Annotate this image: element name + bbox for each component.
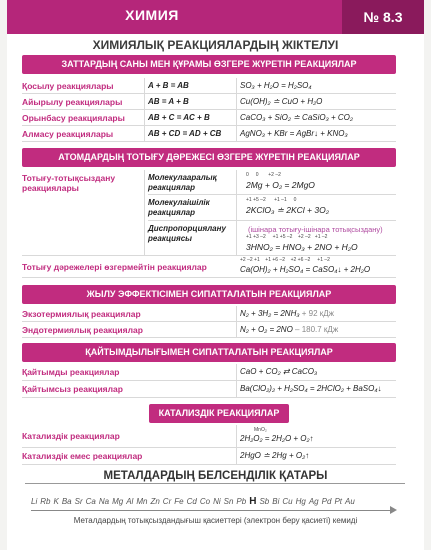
header-bar	[7, 0, 424, 34]
metal-symbol: Mn	[136, 497, 148, 506]
row-label: Қосылу реакциялары	[22, 81, 114, 91]
table-row	[22, 78, 396, 94]
metal-symbol: Ag	[308, 497, 319, 506]
metal-symbol: Cu	[282, 497, 293, 506]
row-label: Қайтымды реакциялар	[22, 367, 120, 377]
metal-symbol: Ni	[213, 497, 221, 506]
activity-series	[31, 496, 358, 507]
arrow-right-icon	[390, 506, 397, 514]
sub-note: (ішінара тотығу-ішінара тотықсыздану)	[248, 225, 383, 234]
ox-states: +2 –2 +1 +1 +6 –2 +2 +6 –2 +1 –2	[240, 257, 330, 263]
sub-equation: 2KClO₃ ≐ 2KCl + 3O₂	[246, 205, 329, 215]
metal-symbol: Cd	[186, 497, 197, 506]
metal-symbol: Na	[98, 497, 110, 506]
sub-equation: 3HNO₂ = HNO₃ + 2NO + H₂O	[246, 242, 358, 252]
page	[7, 0, 424, 550]
table-row	[22, 110, 396, 126]
metal-symbol: Li	[31, 497, 38, 506]
row-scheme: A + B = AB	[148, 81, 189, 90]
metal-symbol: Au	[345, 497, 355, 506]
section-band-reversibility: ҚАЙТЫМДЫЛЫҒЫМЕН СИПАТТАЛАТЫН РЕАКЦИЯЛАР	[22, 343, 396, 362]
metal-symbol: Sn	[223, 497, 234, 506]
sub-type: Молекулааралық реакциялар	[148, 173, 217, 192]
column-divider	[236, 78, 237, 142]
column-divider	[236, 306, 237, 338]
section-band-composition: ЗАТТАРДЫҢ САНЫ МЕН ҚҰРАМЫ ӨЗГЕРЕ ЖҮРЕТІН РЕАКЦИЯЛАР	[22, 55, 396, 74]
metal-symbol: Bi	[272, 497, 280, 506]
row-scheme: AB = A + B	[148, 97, 189, 106]
row-label: Тотығу-тотықсыздану реакциялары	[22, 173, 116, 193]
row-equation: Ca(OH)₂ + H₂SO₄ = CaSO₄↓ + 2H₂O	[240, 265, 371, 274]
row-label: Орынбасу реакциялары	[22, 113, 125, 123]
activity-series-title: МЕТАЛДАРДЫҢ БЕЛСЕНДІЛІК ҚАТАРЫ	[103, 470, 328, 482]
page-title: ХИМИЯЛЫҚ РЕАКЦИЯЛАРДЫҢ ЖІКТЕЛУІ	[92, 38, 339, 52]
metal-symbol: Al	[126, 497, 134, 506]
activity-series-rule	[25, 483, 405, 484]
table-row	[22, 448, 396, 465]
metal-symbol: Fe	[174, 497, 184, 506]
metal-symbol: Ba	[61, 497, 72, 506]
metal-symbol: Hg	[295, 497, 306, 506]
redox-block: Тотығу-тотықсыздану реакциялары Молекулааралық реакциялар 0 0 +2 –2 2Mg + O₂ = 2MgO Молекулаішілік реакциялар +1 +5 –2 +1 –1 0 2KClO₃ ≐ 2KCl + 3O₂ Диспропорциялану реакциясы (ішінара тотығу-ішінара тотықсыздану) +1 +3 –2 +1 +5 –2 +2 –2 +1 –2 3HNO₂ = HNO₃ + 2NO + H₂O	[22, 170, 396, 256]
table-row	[22, 381, 396, 398]
column-divider	[144, 170, 145, 256]
metal-symbol: Sb	[259, 497, 270, 506]
row-equation: 2H₂O₂ = 2H₂O + O₂↑	[240, 434, 314, 443]
table-row	[22, 425, 396, 448]
metal-symbol: Cr	[162, 497, 172, 506]
metal-symbol: Co	[199, 497, 211, 506]
metal-symbol: Ca	[85, 497, 96, 506]
column-divider	[236, 364, 237, 398]
metal-symbol: Mg	[112, 497, 124, 506]
sub-type: Молекулаішілік реакциялар	[148, 198, 210, 217]
row-label: Катализдік емес реакциялар	[22, 451, 143, 461]
metal-symbol: Zn	[150, 497, 160, 506]
row-equation: CaCO₃ + SiO₂ ≐ CaSiO₃ + CO₂	[240, 113, 353, 122]
section-band-thermal: ЖЫЛУ ЭФФЕКТІСІМЕН СИПАТТАЛАТЫН РЕАКЦИЯЛАР	[22, 285, 396, 304]
activity-series-caption: Металдардың тотықсыздандығыш қасиеттері (электрон беру қасиеті) кемиді	[73, 516, 358, 525]
divider	[148, 220, 396, 221]
column-divider	[236, 425, 237, 465]
table-row	[22, 126, 396, 142]
metal-symbol: K	[53, 497, 59, 506]
row-equation: 2HgO ≐ 2Hg + O₂↑	[240, 451, 310, 460]
catalyst-label: MnO₂	[254, 427, 267, 433]
row-equation: Ba(ClO₂)₂ + H₂SO₄ = 2HClO₂ + BaSO₄↓	[240, 384, 382, 393]
section-band-oxidation: АТОМДАРДЫҢ ТОТЫҒУ ДӘРЕЖЕСІ ӨЗГЕРЕ ЖҮРЕТІН РЕАКЦИЯЛАР	[22, 148, 396, 167]
sub-type: Диспропорциялану реакциясы	[148, 224, 226, 243]
metal-symbol: Pd	[321, 497, 332, 506]
metal-symbol: Pb	[236, 497, 247, 506]
row-equation: N₂ + 3H₂ = 2NH₃ + 92 кДж	[240, 309, 335, 318]
table-row	[22, 94, 396, 110]
subject-title: ХИМИЯ	[125, 7, 179, 23]
row-equation: SO₃ + H₂O = H₂SO₄	[240, 81, 312, 90]
row-label: Айырылу реакциялары	[22, 97, 123, 107]
row-label: Катализдік реакциялар	[22, 431, 120, 441]
row-equation: AgNO₃ + KBr = AgBr↓ + KNO₃	[240, 129, 348, 138]
metal-symbol: Sr	[74, 497, 83, 506]
row-scheme: AB + CD = AD + CB	[148, 129, 222, 138]
sheet-number: № 8.3	[342, 0, 424, 34]
row-label: Экзотермиялық реакциялар	[22, 309, 141, 319]
row-label: Қайтымсыз реакциялар	[22, 384, 123, 394]
row-label: Тотығу дәрежелері өзгермейтін реакциялар	[22, 262, 207, 272]
metal-symbol: Pt	[334, 497, 342, 506]
row-label: Эндотермиялық реакциялар	[22, 325, 143, 335]
metal-symbol: Rb	[40, 497, 51, 506]
row-scheme: AB + C = AC + B	[148, 113, 210, 122]
section-band-catalytic: КАТАЛИЗДІК РЕАКЦИЯЛАР	[149, 404, 289, 423]
column-divider	[144, 78, 145, 142]
row-label: Алмасу реакциялары	[22, 129, 114, 139]
row-equation: Cu(OH)₂ ≐ CuO + H₂O	[240, 97, 323, 106]
sub-equation: 2Mg + O₂ = 2MgO	[246, 180, 315, 190]
table-row	[22, 256, 396, 278]
divider	[148, 194, 396, 195]
row-equation: N₂ + O₂ = 2NO – 180.7 кДж	[240, 325, 339, 334]
activity-arrow-line	[31, 510, 393, 511]
row-equation: CaO + CO₂ ⇄ CaCO₃	[240, 367, 318, 376]
table-row	[22, 322, 396, 338]
table-row	[22, 364, 396, 381]
column-divider	[236, 170, 237, 256]
metal-symbol: H	[249, 496, 257, 507]
table-row	[22, 306, 396, 322]
